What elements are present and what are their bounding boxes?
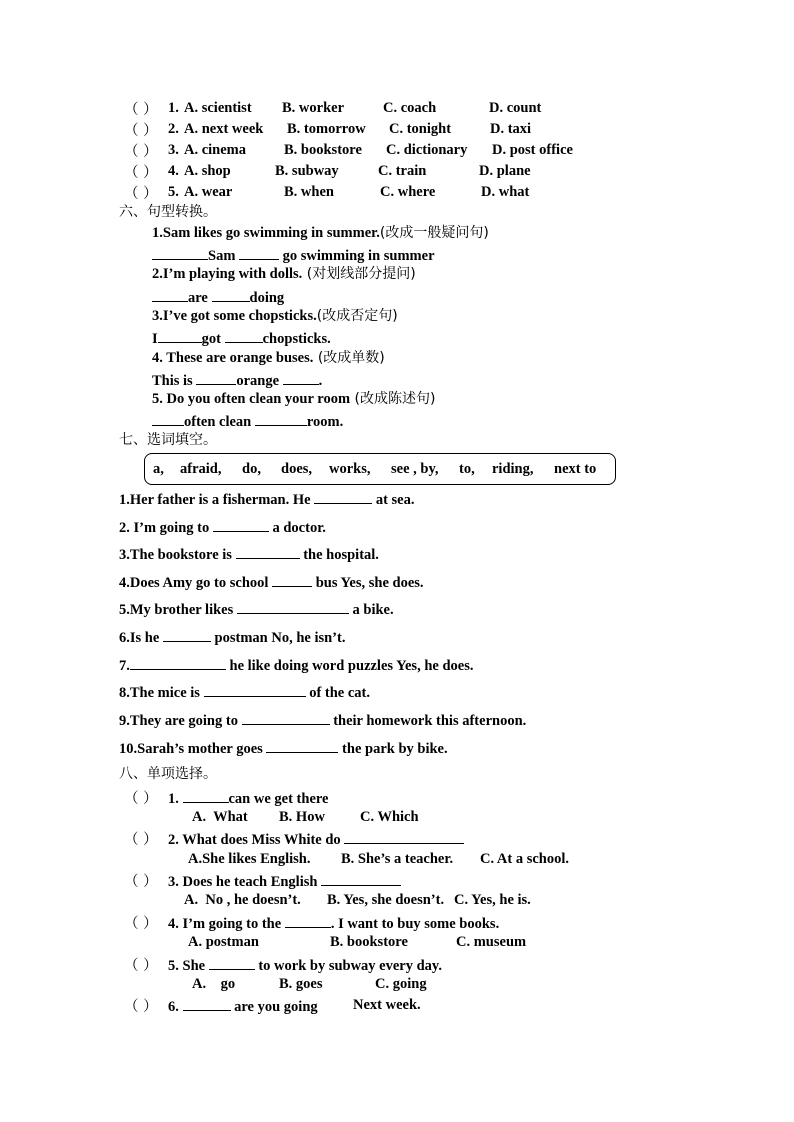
answer-paren[interactable]: （ ） — [124, 999, 158, 1015]
fill-item: 3.The bookstore is the hospital. — [119, 544, 379, 564]
blank[interactable] — [237, 599, 349, 614]
option-b: B. She’s a teacher. — [341, 851, 454, 867]
answer-line: are doing — [152, 287, 284, 307]
option-a: A. cinema — [184, 142, 247, 158]
word-bank-item: next to — [554, 461, 597, 477]
word-bank-item: do, — [242, 461, 261, 477]
answer-hint: Next week. — [353, 997, 421, 1013]
blank[interactable] — [285, 913, 331, 928]
option-d: D. post office — [492, 142, 573, 158]
option-b: B. worker — [282, 100, 345, 116]
question-text: 4. I’m going to the . I want to buy some books. — [168, 913, 499, 933]
answer-paren[interactable]: （ ） — [124, 958, 158, 974]
option-d: D. what — [481, 184, 530, 200]
option-c: C. going — [375, 976, 427, 992]
answer-paren[interactable]: （ ） — [124, 916, 158, 932]
option-a: A. What — [192, 809, 248, 825]
answer-paren[interactable]: （ ） — [124, 102, 158, 118]
option-a: A. wear — [184, 184, 233, 200]
answer-paren[interactable]: （ ） — [124, 791, 158, 807]
blank[interactable] — [255, 411, 307, 426]
option-a: A. No , he doesn’t. — [184, 892, 301, 908]
word-bank-item: see , by, — [391, 461, 439, 477]
fill-item: 8.The mice is of the cat. — [119, 682, 370, 702]
blank[interactable] — [213, 517, 269, 532]
option-b: B. goes — [279, 976, 323, 992]
option-d: D. count — [489, 100, 542, 116]
question-text: 5. Do you often clean your room (改成陈述句) — [152, 391, 436, 407]
blank[interactable] — [314, 489, 372, 504]
question-number: 4. — [168, 163, 179, 179]
fill-item: 4.Does Amy go to school bus Yes, she does. — [119, 572, 424, 592]
blank[interactable] — [183, 788, 229, 803]
blank[interactable] — [196, 370, 236, 385]
fill-item: 2. I’m going to a doctor. — [119, 517, 326, 537]
option-b: B. bookstore — [330, 934, 408, 950]
answer-paren[interactable]: （ ） — [124, 186, 158, 202]
option-b: B. Yes, she doesn’t. — [327, 892, 445, 908]
question-text: 3.I’ve got some chopsticks.(改成否定句) — [152, 308, 398, 324]
question-number: 2. — [168, 121, 179, 137]
question-text: 2.I’m playing with dolls. (对划线部分提问) — [152, 266, 416, 282]
blank[interactable] — [225, 328, 263, 343]
fill-item: 9.They are going to their homework this afternoon. — [119, 710, 526, 730]
blank[interactable] — [283, 370, 319, 385]
answer-line: often clean room. — [152, 411, 343, 431]
word-bank-item: works, — [329, 461, 371, 477]
blank[interactable] — [272, 572, 312, 587]
section-title: 七、选词填空。 — [119, 432, 217, 448]
option-a: A. shop — [184, 163, 231, 179]
option-b: B. tomorrow — [287, 121, 366, 137]
question-text: 4. These are orange buses. (改成单数) — [152, 350, 385, 366]
word-bank — [144, 453, 616, 485]
fill-item: 5.My brother likes a bike. — [119, 599, 394, 619]
blank[interactable] — [344, 829, 464, 844]
blank[interactable] — [130, 655, 226, 670]
word-bank-item: riding, — [492, 461, 534, 477]
blank[interactable] — [209, 955, 255, 970]
question-number: 5. — [168, 184, 179, 200]
blank[interactable] — [158, 328, 202, 343]
blank[interactable] — [152, 245, 208, 260]
fill-item: 10.Sarah’s mother goes the park by bike. — [119, 738, 448, 758]
word-bank-item: does, — [281, 461, 313, 477]
question-text: 3. Does he teach English — [168, 871, 401, 891]
option-c: C. coach — [383, 100, 437, 116]
option-a: A. scientist — [184, 100, 252, 116]
fill-item: 7. he like doing word puzzles Yes, he does. — [119, 655, 473, 675]
section-title: 六、句型转换。 — [119, 204, 217, 220]
answer-line: Sam go swimming in summer — [152, 245, 435, 265]
question-number: 1. — [168, 100, 179, 116]
answer-paren[interactable]: （ ） — [124, 144, 158, 160]
answer-line: This is orange . — [152, 370, 322, 390]
fill-item: 6.Is he postman No, he isn’t. — [119, 627, 345, 647]
option-c: C. At a school. — [480, 851, 570, 867]
option-c: C. where — [380, 184, 436, 200]
word-bank-item: to, — [459, 461, 475, 477]
answer-line: I got chopsticks. — [152, 328, 331, 348]
answer-paren[interactable]: （ ） — [124, 123, 158, 139]
option-b: B. when — [284, 184, 334, 200]
blank[interactable] — [242, 710, 330, 725]
blank[interactable] — [204, 682, 306, 697]
word-bank-item: a, — [153, 461, 164, 477]
option-c: C. dictionary — [386, 142, 468, 158]
option-c: C. train — [378, 163, 427, 179]
blank[interactable] — [239, 245, 279, 260]
option-c: C. Which — [360, 809, 419, 825]
blank[interactable] — [236, 544, 300, 559]
blank[interactable] — [163, 627, 211, 642]
option-c: C. tonight — [389, 121, 452, 137]
fill-item: 1.Her father is a fisherman. He at sea. — [119, 489, 414, 509]
blank[interactable] — [212, 287, 250, 302]
blank[interactable] — [152, 287, 188, 302]
option-b: B. subway — [275, 163, 339, 179]
question-text: 5. She to work by subway every day. — [168, 955, 442, 975]
option-a: A. postman — [188, 934, 259, 950]
question-text: 1.Sam likes go swimming in summer.(改成一般疑问句) — [152, 225, 489, 241]
question-text: 6. are you going — [168, 996, 318, 1016]
blank[interactable] — [266, 738, 338, 753]
question-text: 1. can we get there — [168, 788, 329, 808]
blank[interactable] — [183, 996, 231, 1011]
option-d: D. taxi — [490, 121, 532, 137]
question-number: 3. — [168, 142, 179, 158]
option-b: B. How — [279, 809, 325, 825]
answer-paren[interactable]: （ ） — [124, 874, 158, 890]
option-a: A. next week — [184, 121, 264, 137]
option-d: D. plane — [479, 163, 531, 179]
word-bank-item: afraid, — [180, 461, 222, 477]
option-a: A. go — [192, 976, 236, 992]
option-c: C. museum — [456, 934, 527, 950]
answer-paren[interactable]: （ ） — [124, 832, 158, 848]
blank[interactable] — [321, 871, 401, 886]
answer-paren[interactable]: （ ） — [124, 165, 158, 181]
blank[interactable] — [152, 411, 184, 426]
option-c: C. Yes, he is. — [454, 892, 531, 908]
section-title: 八、单项选择。 — [119, 766, 217, 782]
option-a: A.She likes English. — [188, 851, 311, 867]
option-b: B. bookstore — [284, 142, 362, 158]
question-text: 2. What does Miss White do — [168, 829, 464, 849]
